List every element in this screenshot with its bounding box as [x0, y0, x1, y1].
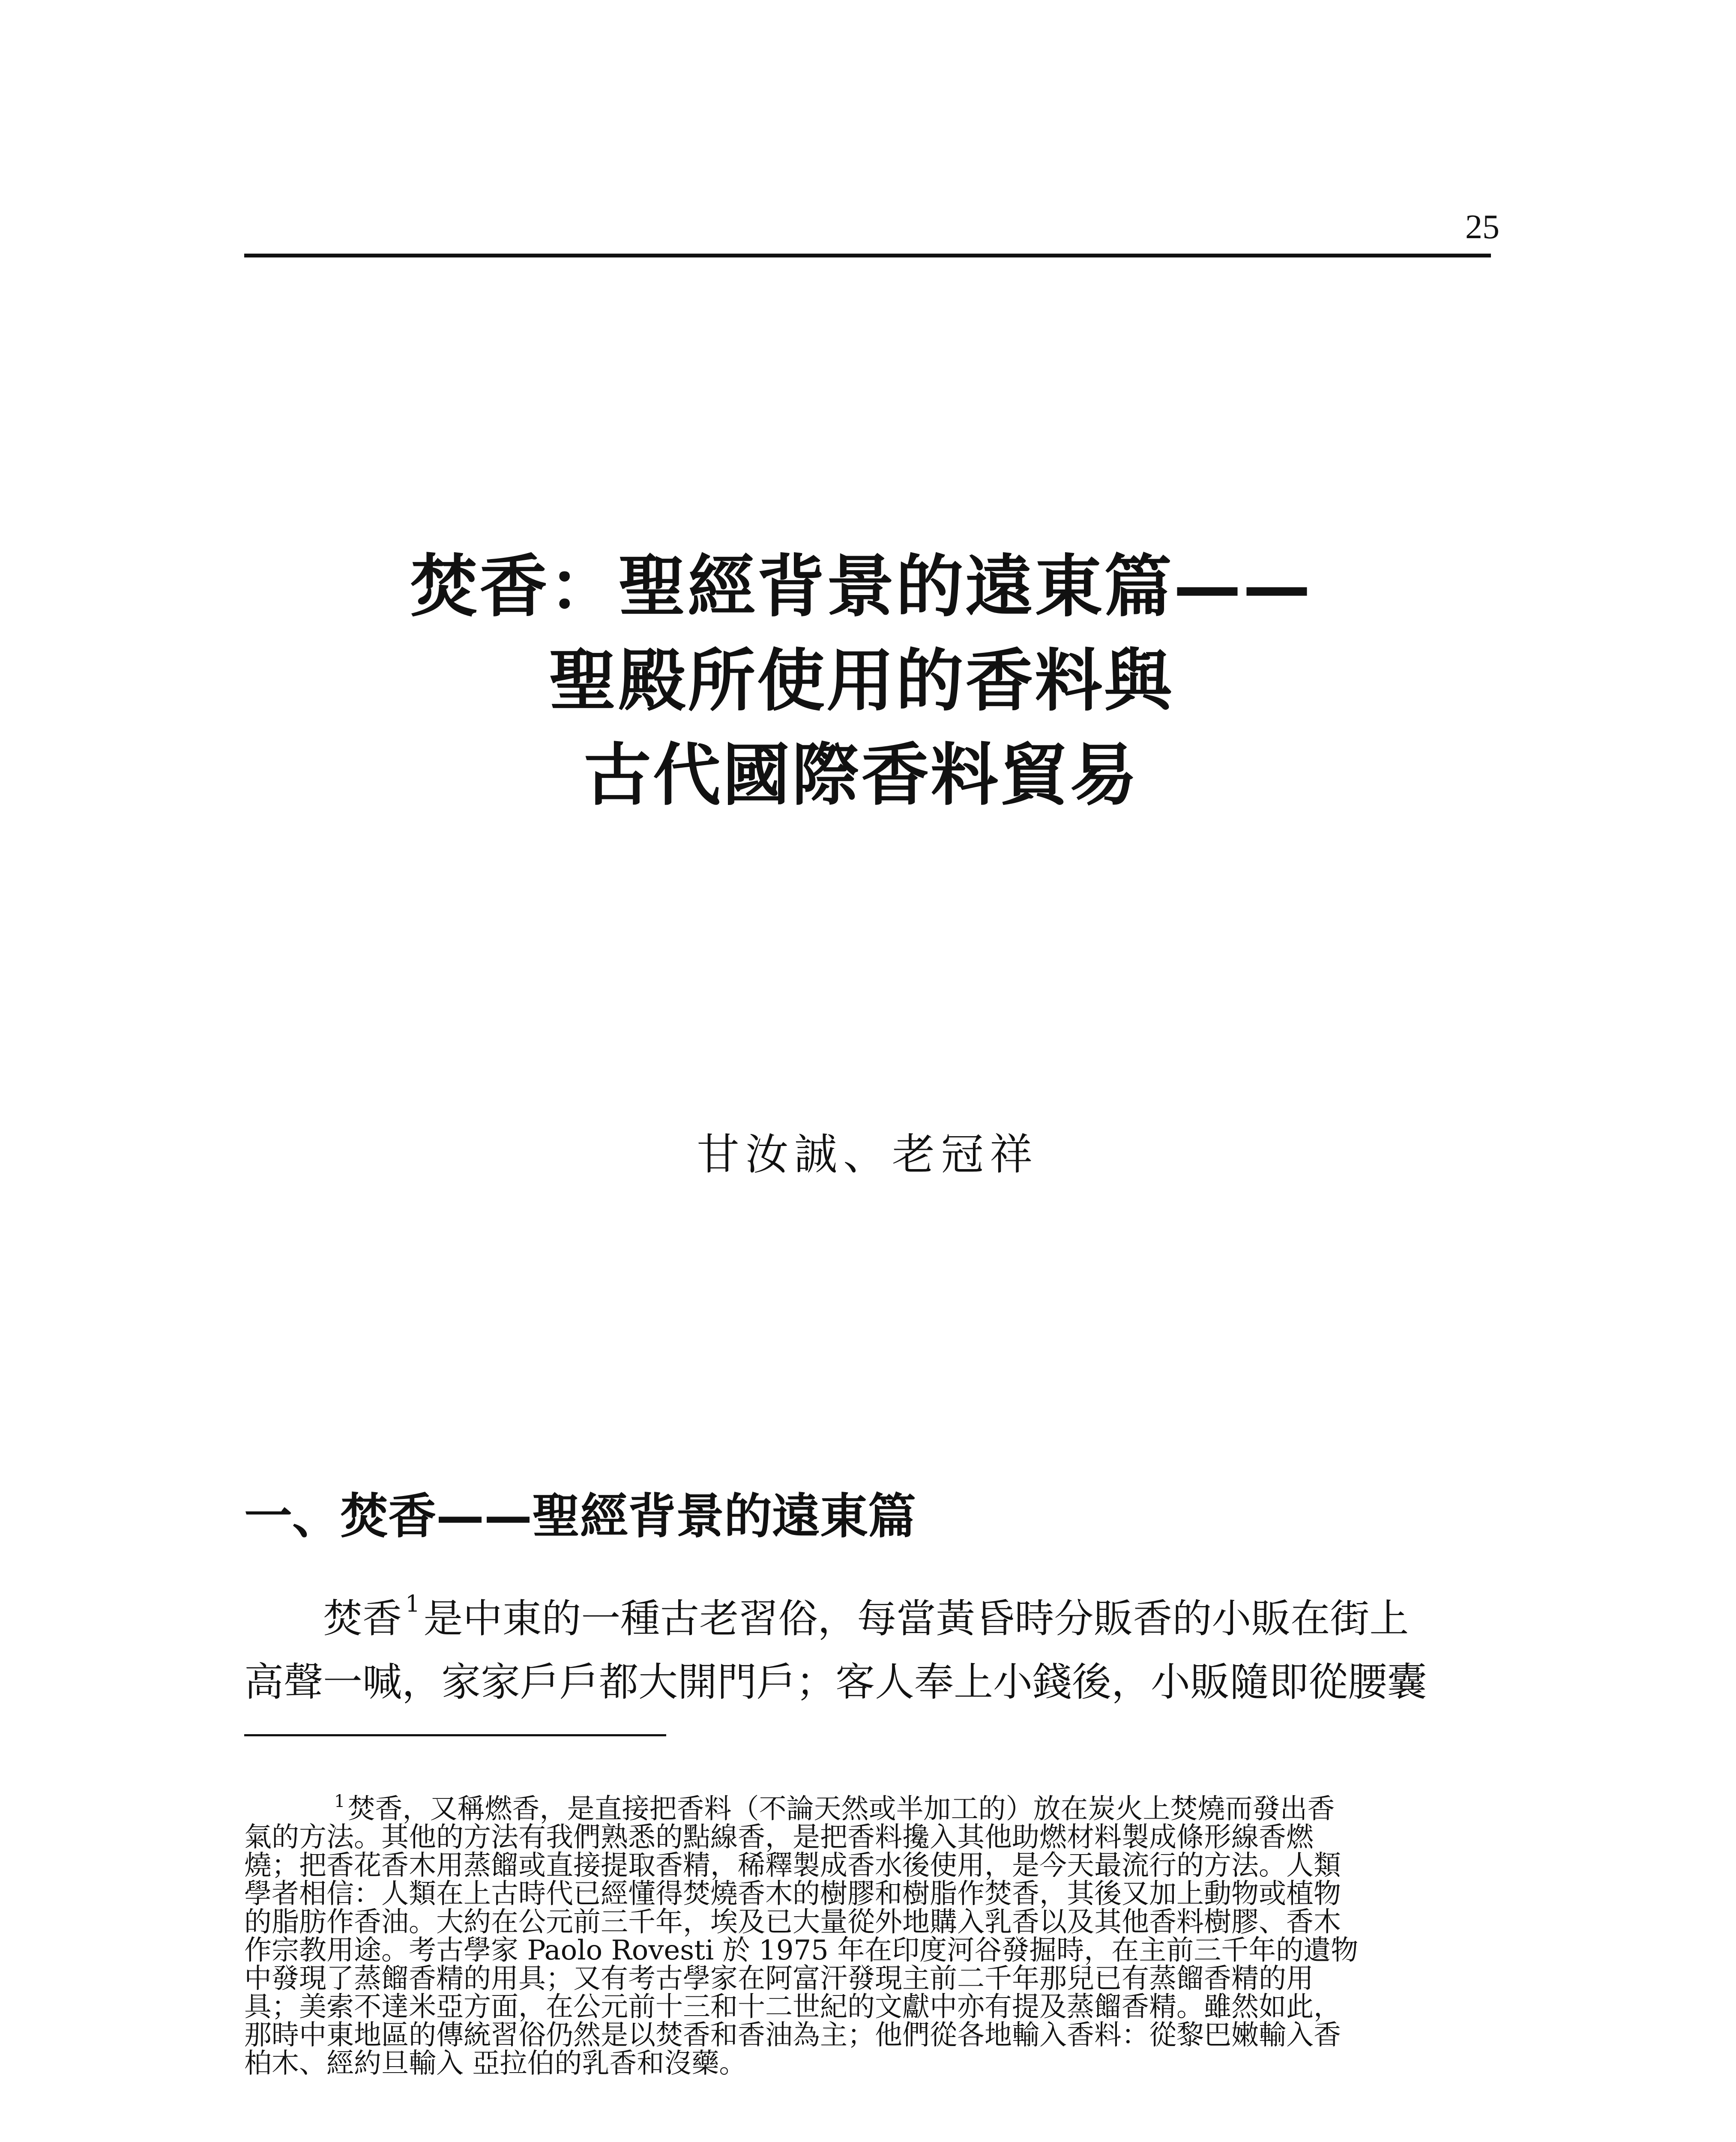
- footnote-line-5: 的脂肪作香油。大約在公元前三千年，埃及已大量從外地購入乳香以及其他香料樹膠、香木: [244, 1906, 1341, 1938]
- body-paragraph: [244, 1587, 1478, 1714]
- footnote-line-10: 柏木、經約旦輸入 亞拉伯的乳香和沒藥。: [244, 2048, 747, 2079]
- page-number: 25: [1465, 208, 1500, 246]
- footnote-line-1-text: 焚香，又稱燃香，是直接把香料（不論天然或半加工的）放在炭火上焚燒而發出香: [347, 1793, 1335, 1825]
- title-line-3: 古代國際香料貿易: [584, 736, 1139, 815]
- footnote-line-7: 中發現了蒸餾香精的用具；又有考古學家在阿富汗發現主前二千年那兒已有蒸餾香精的用: [244, 1963, 1314, 1995]
- section-heading: 一、焚香——聖經背景的遠東篇: [244, 1489, 916, 1544]
- footnote: [244, 1792, 1478, 2079]
- footnote-line-4: 學者相信：人類在上古時代已經懂得焚燒香木的樹膠和樹脂作焚香，其後又加上動物或植物: [244, 1878, 1341, 1910]
- body-line-1-start: 焚香: [323, 1596, 402, 1642]
- footnote-rule: [244, 1734, 666, 1736]
- footnote-line-8: 具；美索不達米亞方面，在公元前十三和十二世紀的文獻中亦有提及蒸餾香精。雖然如此，: [244, 1991, 1341, 2023]
- footnote-marker: 1: [334, 1792, 345, 1811]
- title-line-1: 焚香：聖經背景的遠東篇——: [410, 547, 1312, 626]
- authors: 甘汝誠、老冠祥: [697, 1129, 1039, 1179]
- footnote-line-1: [244, 1792, 1478, 1825]
- header-rule: [244, 254, 1491, 257]
- footnote-line-9: 那時中東地區的傳統習俗仍然是以焚香和香油為主；他們從各地輸入香料：從黎巴嫩輸入香: [244, 2019, 1341, 2051]
- body-line-1: [244, 1587, 1478, 1651]
- body-line-2: 高聲一喊，家家戶戶都大開門戶；客人奉上小錢後，小販隨即從腰囊: [244, 1659, 1427, 1705]
- footnote-line-3: 燒；把香花香木用蒸餾或直接提取香精，稀釋製成香水後使用，是今天最流行的方法。人類: [244, 1850, 1341, 1882]
- footnote-line-2: 氣的方法。其他的方法有我們熟悉的點線香，是把香料攙入其他助燃材料製成條形線香燃: [244, 1822, 1314, 1853]
- footnote-reference: 1: [405, 1590, 420, 1617]
- article-title: [300, 540, 1422, 823]
- title-line-2: 聖殿所使用的香料與: [549, 642, 1173, 721]
- body-line-1-rest: 是中東的一種古老習俗，每當黃昏時分販香的小販在街上: [423, 1596, 1409, 1642]
- footnote-line-6: 作宗教用途。考古學家 Paolo Rovesti 於 1975 年在印度河谷發掘時，在主前三千年的遺物: [244, 1935, 1359, 1966]
